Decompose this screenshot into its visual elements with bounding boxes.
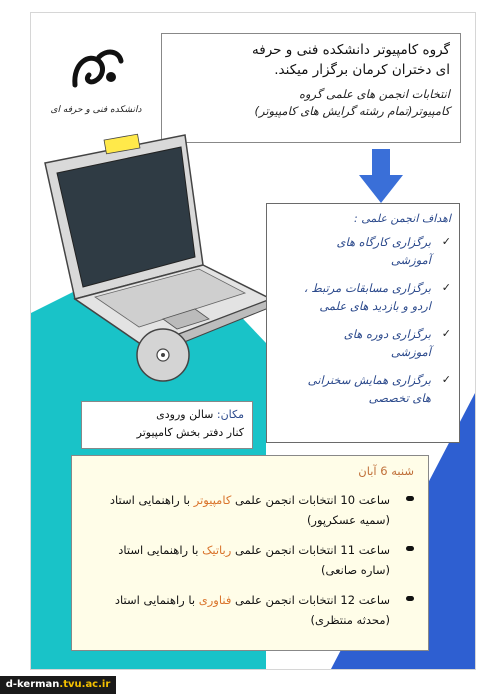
goal-text-line: برگزاری همایش سخنرانی: [307, 373, 431, 387]
poster: [30, 12, 476, 670]
check-icon: ✓: [441, 281, 451, 294]
goal-text-line: برگزاری دوره های: [343, 327, 431, 341]
goals-title: اهداف انجمن علمی :: [354, 212, 451, 225]
location-label: مکان:: [216, 408, 244, 421]
footer-domain-suffix: .tvu.ac.ir: [59, 679, 111, 690]
schedule-text: ساعت 12 انتخابات انجمن علمی: [231, 593, 390, 607]
schedule-item: [86, 540, 414, 580]
check-icon: ✓: [441, 373, 451, 386]
logo-caption: دانشکده فنی و حرفه ای: [50, 105, 142, 115]
schedule-instructor: (سمیه عسکرپور): [306, 513, 390, 527]
site-footer-link[interactable]: [0, 676, 116, 694]
goal-item: [275, 233, 451, 269]
goal-text-line: آموزشی: [390, 253, 431, 267]
schedule-text: ساعت 10 انتخابات انجمن علمی: [231, 493, 390, 507]
location-detail: کنار دفتر بخش کامپیوتر: [136, 426, 244, 439]
bullet-icon: [406, 596, 414, 601]
bullet-icon: [406, 546, 414, 551]
laptop-illustration: [35, 123, 275, 383]
title-line-2: ای دختران کرمان برگزار میکند.: [274, 62, 450, 78]
location-value: سالن ورودی: [156, 408, 214, 421]
schedule-text: با راهنمایی استاد: [118, 543, 203, 557]
check-icon: ✓: [441, 235, 451, 248]
goal-text-line: آموزشی: [390, 345, 431, 359]
schedule-text: ساعت 11 انتخابات انجمن علمی: [231, 543, 390, 557]
schedule-box: [71, 455, 429, 651]
schedule-text: با راهنمایی استاد: [114, 593, 199, 607]
logo-emblem-icon: [45, 43, 145, 103]
goal-text-line: برگزاری کارگاه های: [336, 235, 431, 249]
schedule-item: [86, 490, 414, 530]
schedule-text: با راهنمایی استاد: [109, 493, 194, 507]
subtitle-line-2: کامپیوتر(تمام رشته گرایش های کامپیوتر): [254, 104, 450, 118]
location-box: [81, 401, 253, 449]
schedule-item: [86, 590, 414, 630]
goal-item: [275, 325, 451, 361]
check-icon: ✓: [441, 327, 451, 340]
college-logo: [45, 43, 145, 123]
schedule-instructor: (ساره صانعی): [321, 563, 390, 577]
goal-text-line: های تخصصی: [368, 391, 431, 405]
goals-box: [266, 203, 460, 443]
goal-item: [275, 279, 451, 315]
schedule-date: شنبه 6 آبان: [358, 464, 414, 478]
goal-item: [275, 371, 451, 407]
down-arrow-icon: [359, 149, 403, 203]
goal-text-line: اردو و بازدید های علمی: [319, 299, 431, 313]
goal-text-line: برگزاری مسابقات مرتبط ،: [303, 281, 431, 295]
title-line-1: گروه کامپیوتر دانشکده فنی و حرفه: [252, 42, 450, 58]
footer-domain-part: d-kerman: [5, 679, 60, 690]
bullet-icon: [406, 496, 414, 501]
schedule-instructor: (محدثه منتظری): [310, 613, 390, 627]
schedule-field: کامپیوتر: [193, 493, 232, 507]
schedule-field: فناوری: [198, 593, 232, 607]
subtitle-line-1: انتخابات انجمن های علمی گروه: [298, 87, 450, 101]
schedule-field: رباتیک: [202, 543, 232, 557]
